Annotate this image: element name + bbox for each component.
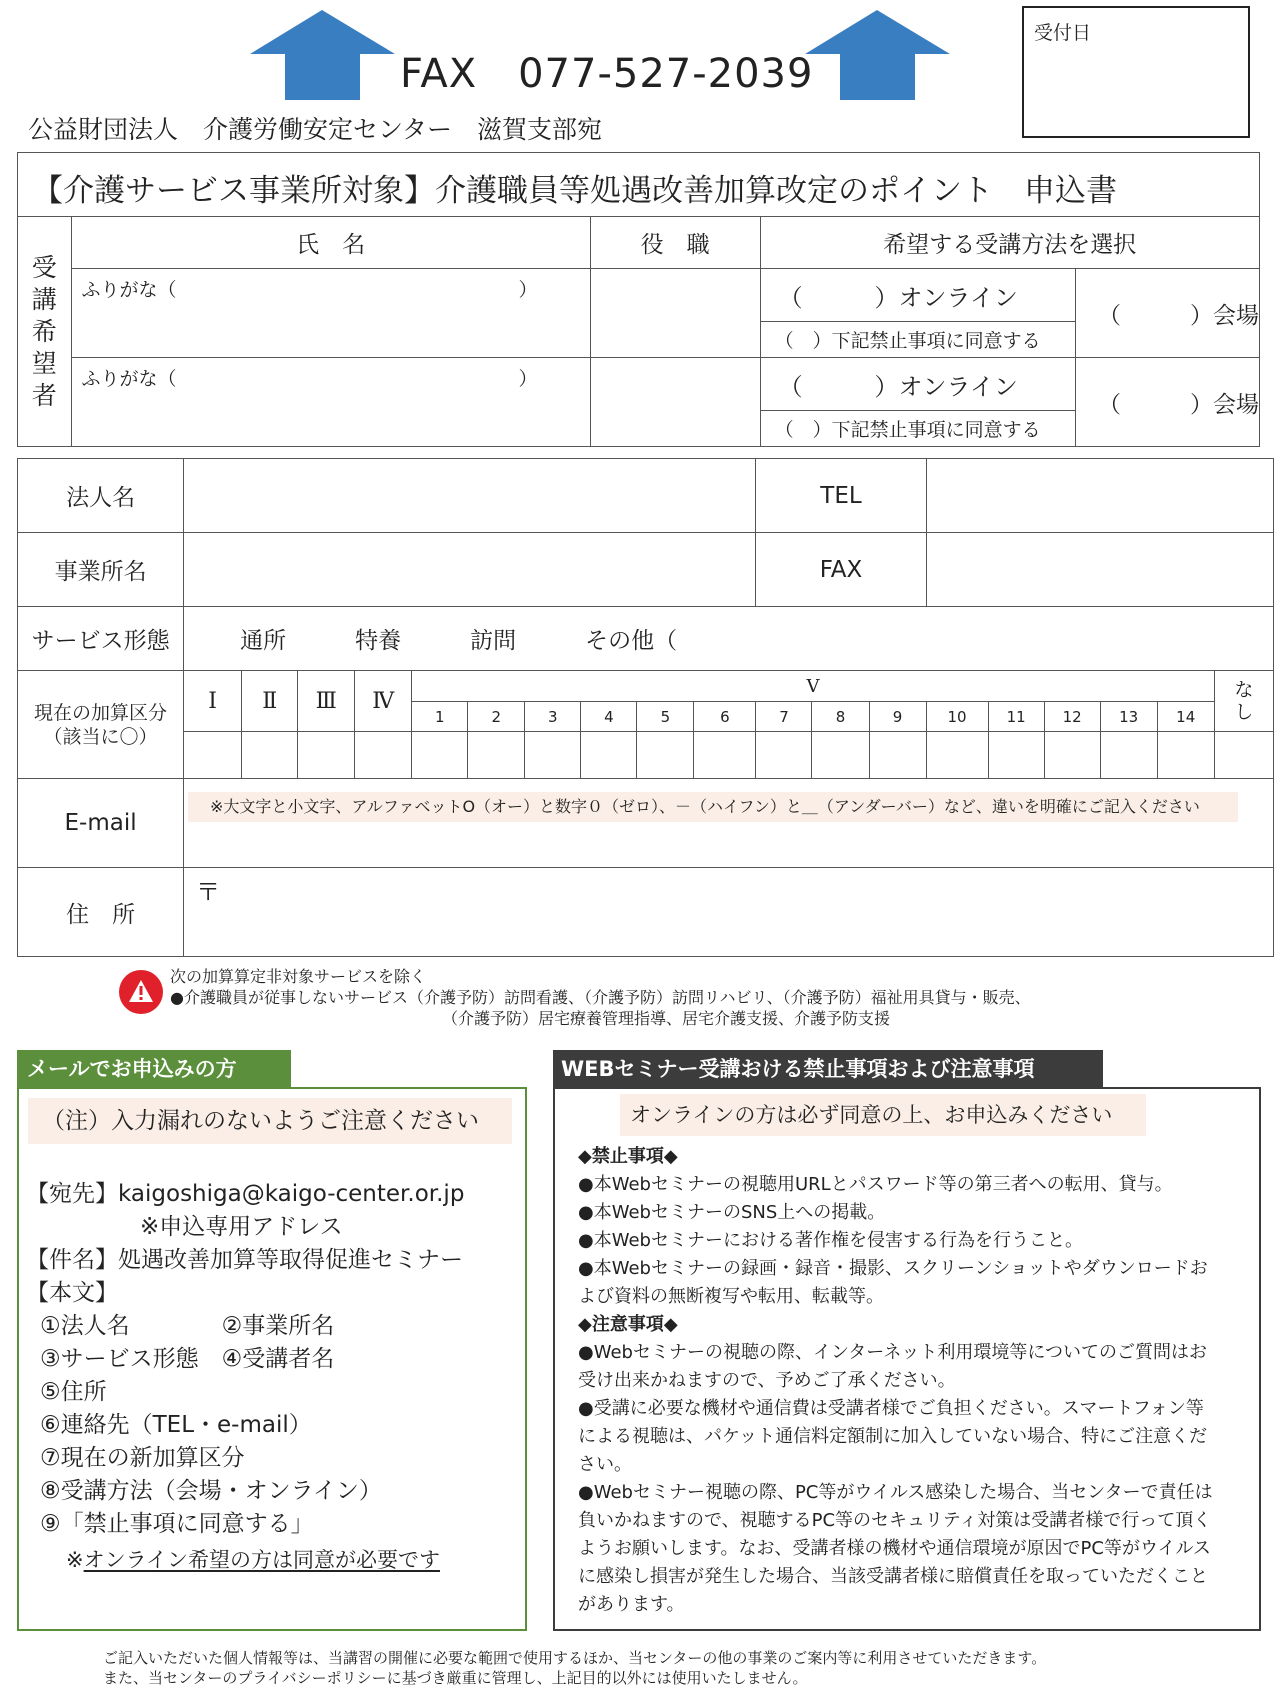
mail-body-item: ⑦現在の新加算区分 bbox=[40, 1445, 245, 1471]
kasan-5-sub[interactable]: 11 bbox=[988, 702, 1044, 732]
kasan-5-sub[interactable]: 14 bbox=[1157, 702, 1214, 732]
venue-option[interactable]: （ ）会場 bbox=[1075, 358, 1259, 447]
kasan-5-sub[interactable]: 4 bbox=[581, 702, 637, 732]
kasan-3[interactable]: Ⅲ bbox=[298, 671, 355, 732]
applicant-role-field[interactable] bbox=[590, 269, 760, 358]
kasan-5-sub[interactable]: 5 bbox=[637, 702, 694, 732]
consent-note: ※オンライン希望の方は同意が必要です bbox=[66, 1548, 440, 1572]
notes-item: ●Webセミナー視聴の際、PC等がウイルス感染した場合、当センターで責任は bbox=[578, 1482, 1213, 1503]
mail-body-item: ⑤住所 bbox=[40, 1379, 107, 1405]
kasan-5-sub[interactable]: 2 bbox=[468, 702, 525, 732]
prohibited-item: ●本WebセミナーのSNS上への掲載。 bbox=[578, 1202, 886, 1223]
address-label: 住 所 bbox=[18, 868, 184, 957]
kasan-5-sub[interactable]: 1 bbox=[412, 702, 468, 732]
service-option[interactable]: 通所 bbox=[240, 628, 287, 654]
kasan-mark-cell[interactable] bbox=[926, 732, 988, 779]
service-option[interactable]: 特養 bbox=[355, 628, 402, 654]
notes-item: ●受講に必要な機材や通信費は受講者様でご負担ください。スマートフォン等 bbox=[578, 1398, 1204, 1419]
recipient-line: 公益財団法人 介護労働安定センター 滋賀支部宛 bbox=[28, 115, 603, 144]
mail-to: 【宛先】kaigoshiga@kaigo-center.or.jp bbox=[26, 1181, 465, 1207]
service-type-label: サービス形態 bbox=[18, 607, 184, 671]
applicant-role-field[interactable] bbox=[590, 358, 760, 447]
receipt-date-box bbox=[1022, 6, 1250, 138]
receipt-date-label: 受付日 bbox=[1034, 22, 1092, 44]
postal-mark: 〒 bbox=[196, 878, 221, 906]
privacy-footer: ご記入いただいた個人情報等は、当講習の開催に必要な範囲で使用するほか、当センターの他の事業のご案内等に利用させていただきます。 また、当センターのプライバシーポリシーに基づき厳重に管理し、上記目的以外には使用いたしません。 bbox=[103, 1649, 1047, 1687]
tel-field[interactable] bbox=[926, 459, 1273, 533]
online-agreement-note: オンラインの方は必ず同意の上、お申込みください bbox=[620, 1094, 1146, 1136]
notes-item: 受け出来かねますので、予めご了承ください。 bbox=[578, 1370, 956, 1391]
kasan-none[interactable]: な し bbox=[1214, 671, 1273, 732]
form-title-box bbox=[17, 152, 1260, 217]
notes-item: ●Webセミナーの視聴の際、インターネット利用環境等についてのご質問はお bbox=[578, 1342, 1207, 1363]
mail-body-item: ③サービス形態 ④受講者名 bbox=[40, 1346, 335, 1372]
service-type-options[interactable] bbox=[184, 607, 1274, 671]
name-column-header: 氏 名 bbox=[71, 217, 590, 269]
office-name-label: 事業所名 bbox=[18, 533, 184, 607]
notes-item: さい。 bbox=[578, 1454, 632, 1475]
notes-title: ◆注意事項◆ bbox=[578, 1314, 678, 1335]
kasan-mark-cell[interactable] bbox=[988, 732, 1044, 779]
warning-icon bbox=[119, 970, 163, 1014]
tel-label: TEL bbox=[756, 459, 926, 533]
kasan-mark-cell[interactable] bbox=[581, 732, 637, 779]
corp-name-label: 法人名 bbox=[18, 459, 184, 533]
organization-table bbox=[17, 458, 1274, 957]
fax-field[interactable] bbox=[926, 533, 1273, 607]
agree-option[interactable]: （ ）下記禁止事項に同意する bbox=[760, 411, 1075, 447]
kasan-mark-cell[interactable] bbox=[525, 732, 581, 779]
kasan-5-sub[interactable]: 13 bbox=[1100, 702, 1157, 732]
kasan-mark-cell[interactable] bbox=[412, 732, 468, 779]
kasan-5-sub[interactable]: 3 bbox=[525, 702, 581, 732]
mail-body-item: ①法人名 ②事業所名 bbox=[40, 1313, 335, 1339]
prohibited-item: ●本Webセミナーの録画・録音・撮影、スクリーンショットやダウンロードお bbox=[578, 1258, 1208, 1279]
mail-body-item: ⑧受講方法（会場・オンライン） bbox=[40, 1478, 382, 1504]
notes-item: 負いかねますので、視聴するPC等のセキュリティ対策は受講者様で行って頂く bbox=[578, 1510, 1212, 1531]
kasan-mark-cell[interactable] bbox=[637, 732, 694, 779]
notes-item: があります。 bbox=[578, 1594, 685, 1615]
applicant-name-field[interactable]: ふりがな（ ） bbox=[71, 358, 590, 447]
applicant-name-field[interactable]: ふりがな（ ） bbox=[71, 269, 590, 358]
kasan-5-sub[interactable]: 9 bbox=[869, 702, 926, 732]
method-column-header: 希望する受講方法を選択 bbox=[760, 217, 1259, 269]
prohibited-item: よび資料の無断複写や転用、転載等。 bbox=[578, 1286, 884, 1307]
kasan-5-sub[interactable]: 7 bbox=[756, 702, 812, 732]
form-title: 【介護サービス事業所対象】介護職員等処遇改善加算改定のポイント 申込書 bbox=[32, 173, 1117, 209]
kasan-1[interactable]: Ⅰ bbox=[184, 671, 242, 732]
kasan-mark-cell[interactable] bbox=[869, 732, 926, 779]
prohibited-item: ●本Webセミナーにおける著作権を侵害する行為を行うこと。 bbox=[578, 1230, 1083, 1251]
mail-body-item: ⑨「禁止事項に同意する」 bbox=[40, 1511, 314, 1537]
kasan-5-sub[interactable]: 8 bbox=[812, 702, 869, 732]
notice-text: 次の加算算定非対象サービスを除く ●介護職員が従事しないサービス（介護予防）訪問看護、（介護予防）訪問リハビリ、（介護予防）福祉用具貸与・販売、 （介護予防）居宅療養管理指導、居宅介護支援、介護予防支援 bbox=[170, 967, 1031, 1028]
mail-caution: （注）入力漏れのないようご注意ください bbox=[28, 1098, 512, 1144]
kasan-mark-cell[interactable] bbox=[1044, 732, 1100, 779]
applicant-table bbox=[17, 216, 1260, 447]
online-option[interactable]: （ ）オンライン bbox=[760, 269, 1075, 322]
applicant-side-label: 受 講 希 望 者 bbox=[18, 217, 72, 447]
agree-option[interactable]: （ ）下記禁止事項に同意する bbox=[760, 322, 1075, 358]
kasan-mark-cell[interactable] bbox=[1100, 732, 1157, 779]
office-name-field[interactable] bbox=[184, 533, 756, 607]
kasan-mark-cell[interactable] bbox=[812, 732, 869, 779]
kasan-mark-cell[interactable] bbox=[298, 732, 355, 779]
kasan-mark-cell[interactable] bbox=[694, 732, 756, 779]
kasan-5-sub[interactable]: 12 bbox=[1044, 702, 1100, 732]
kasan-2[interactable]: Ⅱ bbox=[242, 671, 298, 732]
prohibited-title: ◆禁止事項◆ bbox=[578, 1146, 678, 1167]
corp-name-field[interactable] bbox=[184, 459, 756, 533]
mail-body-label: 【本文】 bbox=[26, 1280, 118, 1306]
kasan-mark-cell[interactable] bbox=[1157, 732, 1214, 779]
kasan-5-header: Ⅴ bbox=[412, 671, 1214, 702]
web-section-heading: WEBセミナー受講おける禁止事項および注意事項 bbox=[553, 1050, 1103, 1088]
kasan-mark-cell[interactable] bbox=[355, 732, 412, 779]
email-label: E-mail bbox=[18, 779, 184, 868]
arrow-up-icon bbox=[250, 10, 395, 100]
service-option[interactable]: 訪問 bbox=[470, 628, 517, 654]
fax-number: FAX 077-527-2039 bbox=[400, 51, 814, 97]
notes-item: に感染し損害が発生した場合、当該受講者様に賠償責任を取っていただくこと bbox=[578, 1566, 1208, 1587]
arrow-up-icon bbox=[805, 10, 950, 100]
mail-body-item: ⑥連絡先（TEL・e-mail） bbox=[40, 1412, 312, 1438]
online-option[interactable]: （ ）オンライン bbox=[760, 358, 1075, 411]
venue-option[interactable]: （ ）会場 bbox=[1075, 269, 1259, 358]
kasan-mark-cell[interactable] bbox=[468, 732, 525, 779]
fax-label: FAX bbox=[756, 533, 926, 607]
kasan-label: 現在の加算区分 （該当に〇） bbox=[18, 671, 184, 779]
kasan-5-sub[interactable]: 10 bbox=[926, 702, 988, 732]
notes-item: による視聴は、パケット通信料定額制に加入していない場合、特にご注意くだ bbox=[578, 1426, 1208, 1447]
kasan-mark-cell[interactable] bbox=[184, 732, 242, 779]
kasan-mark-cell[interactable] bbox=[1214, 732, 1273, 779]
mail-section-heading: メールでお申込みの方 bbox=[17, 1050, 291, 1088]
email-note: ※大文字と小文字、アルファベットO（オー）と数字０（ゼロ）、－（ハイフン）と＿（アンダーバー）など、違いを明確にご記入ください bbox=[188, 792, 1238, 822]
role-column-header: 役 職 bbox=[590, 217, 760, 269]
service-option[interactable]: その他（ bbox=[585, 628, 678, 654]
mail-subject: 【件名】処遇改善加算等取得促進セミナー bbox=[26, 1247, 463, 1273]
kasan-mark-cell[interactable] bbox=[242, 732, 298, 779]
kasan-mark-cell[interactable] bbox=[756, 732, 812, 779]
notes-item: ようお願いします。なお、受講者様の機材や通信環境が原因でPC等がウイルス bbox=[578, 1538, 1211, 1559]
address-field[interactable] bbox=[184, 868, 1274, 957]
kasan-5-sub[interactable]: 6 bbox=[694, 702, 756, 732]
mail-to-note: ※申込専用アドレス bbox=[140, 1214, 343, 1240]
kasan-4[interactable]: Ⅳ bbox=[355, 671, 412, 732]
prohibited-item: ●本Webセミナーの視聴用URLとパスワード等の第三者への転用、貸与。 bbox=[578, 1174, 1173, 1195]
